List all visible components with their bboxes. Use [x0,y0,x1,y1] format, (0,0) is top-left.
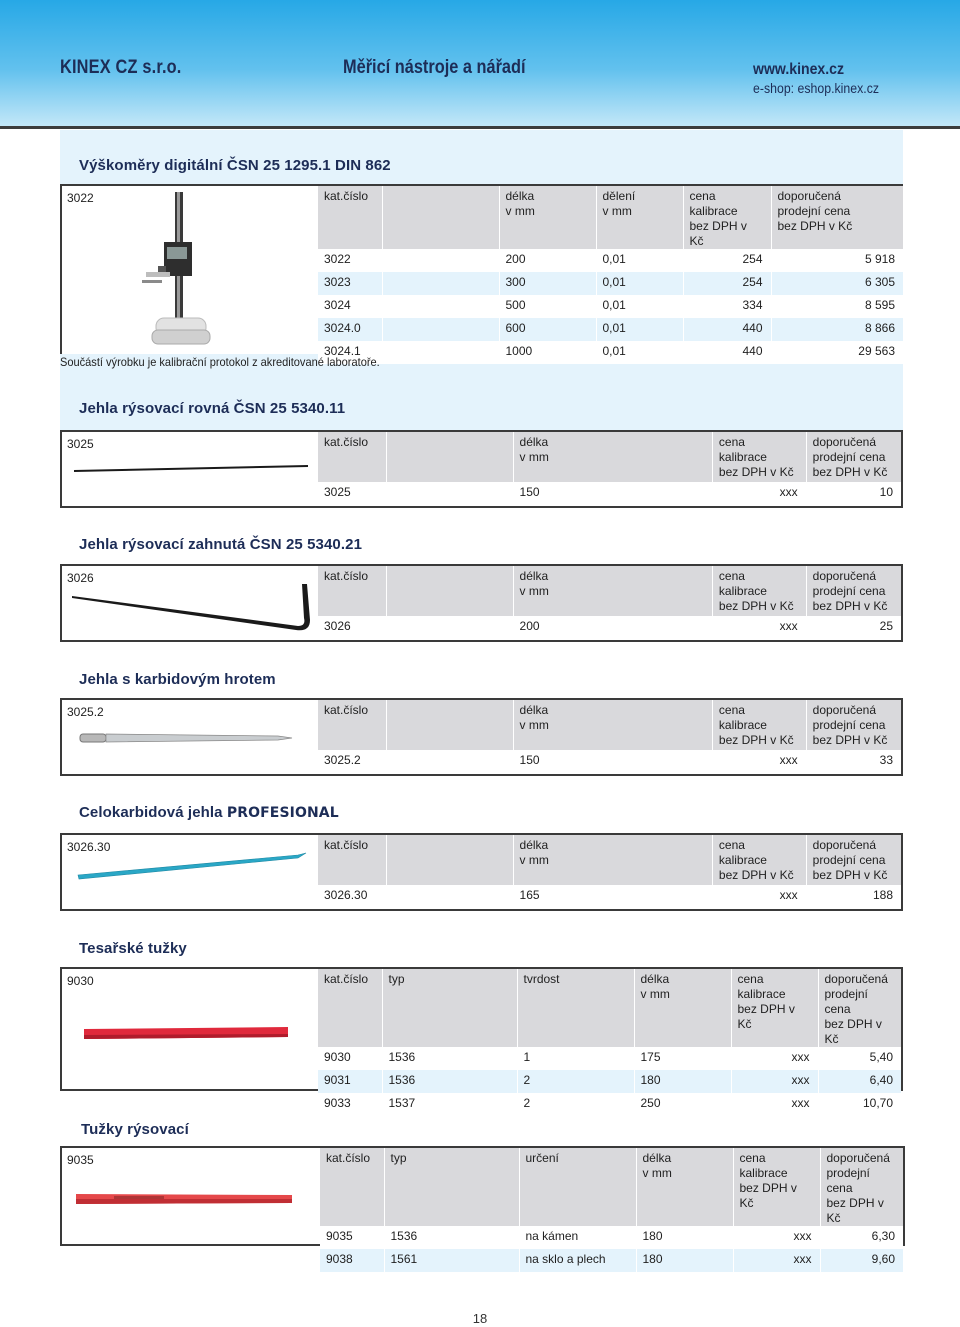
table-row: 3022 200 0,01 254 5 918 [318,249,903,272]
table-row: 9031 1536 2 180 xxx 6,40 [318,1070,901,1093]
column-header: kat.číslo [318,700,387,750]
column-header: kat.číslo [318,835,387,885]
column-header: doporučená prodejní cena bez DPH v Kč [820,1148,903,1226]
product-code: 9035 [67,1153,94,1167]
table-row: 3026.30 165 xxx 188 [318,885,901,908]
section-title-tail: PROFESIONAL [226,805,339,821]
column-header: délka v mm [499,186,596,249]
spec-table [318,432,901,505]
column-header: délka v mm [634,969,731,1047]
column-header: doporučená prodejní cena bez DPH v Kč [806,700,901,750]
table-header-row [318,186,903,249]
table-row: 3024 500 0,01 334 8 595 [318,295,903,318]
product-code: 3025 [67,437,94,451]
header-divider [0,126,960,129]
height-gauge-image [142,190,222,350]
column-header: určení [519,1148,636,1226]
table-row: 9033 1537 2 250 xxx 10,70 [318,1093,901,1116]
column-header: kat.číslo [318,566,387,616]
bent-scriber-image [70,580,310,632]
website-link[interactable]: www.kinex.cz [753,61,845,78]
product-code: 9030 [67,974,94,988]
catalog-title: Měřicí nástroje a nářadí [343,57,526,78]
table-row: 3024.0 600 0,01 440 8 866 [318,318,903,341]
full-carbide-scriber-image [76,849,308,885]
column-header: cena kalibrace bez DPH v Kč [712,566,806,616]
column-header: doporučená prodejní cena bez DPH v Kč [818,969,901,1047]
section-title-main: Celokarbidová jehla [79,804,227,821]
table-row: 3025 150 xxx 10 [318,482,901,505]
table-row: 3025.2 150 xxx 33 [318,750,901,773]
table-header-row [318,835,901,885]
column-header: cena kalibrace bez DPH v Kč [731,969,818,1047]
column-header: dělení v mm [596,186,683,249]
column-header: doporučená prodejní cena bez DPH v Kč [806,432,901,482]
carbide-tip-scriber-image [78,728,294,746]
column-header: doporučená prodejní cena bez DPH v Kč [806,835,901,885]
column-header: typ [384,1148,519,1226]
table-header-row [318,566,901,616]
column-header: kat.číslo [318,432,387,482]
product-code: 3026 [67,571,94,585]
table-row: 3024.1 1000 0,01 440 29 563 [318,341,903,364]
spec-table [318,566,901,639]
column-header: typ [382,969,517,1047]
column-header: cena kalibrace bez DPH v Kč [733,1148,820,1226]
spec-table [318,186,903,364]
column-header: kat.číslo [318,186,382,249]
column-header: doporučená prodejní cena bez DPH v Kč [771,186,903,249]
spec-table [320,1148,903,1272]
column-header: cena kalibrace bez DPH v Kč [712,835,806,885]
table-header-row [318,700,901,750]
table-row: 3023 300 0,01 254 6 305 [318,272,903,295]
calibration-note: Součástí výrobku je kalibrační protokol z akreditované laboratoře. [60,355,380,369]
section-title: Jehla s karbidovým hrotem [79,671,276,688]
column-header: kat.číslo [320,1148,384,1226]
spec-table [318,700,901,773]
column-header: délka v mm [513,835,712,885]
column-header: cena kalibrace bez DPH v Kč [683,186,771,249]
carpenter-pencil-image [82,1025,292,1041]
drafting-pencil-image [74,1192,296,1206]
section-title: Jehla rýsovací zahnutá ČSN 25 5340.21 [79,536,363,553]
section-title: Jehla rýsovací rovná ČSN 25 5340.11 [79,400,346,417]
column-header: délka v mm [513,432,712,482]
table-row: 9035 1536 na kámen 180 xxx 6,30 [320,1226,903,1249]
product-code: 3026.30 [67,840,111,854]
spec-table [318,835,901,908]
column-header: délka v mm [513,700,712,750]
table-row: 9038 1561 na sklo a plech 180 xxx 9,60 [320,1249,903,1272]
section-title: Výškoměry digitální ČSN 25 1295.1 DIN 862 [79,157,391,174]
table-row: 3026 200 xxx 25 [318,616,901,639]
column-header: tvrdost [517,969,634,1047]
spec-table [318,969,901,1116]
column-header: kat.číslo [318,969,382,1047]
product-code: 3025.2 [67,705,104,719]
company-name: KINEX CZ s.r.o. [60,57,182,78]
section-title: Tužky rýsovací [81,1121,189,1138]
table-header-row [320,1148,903,1226]
column-header: cena kalibrace bez DPH v Kč [712,432,806,482]
column-header: doporučená prodejní cena bez DPH v Kč [806,566,901,616]
section-title: Tesařské tužky [79,940,187,957]
section-title [79,804,339,821]
product-code: 3022 [67,191,94,205]
column-header: délka v mm [636,1148,733,1226]
column-header: cena kalibrace bez DPH v Kč [712,700,806,750]
straight-scriber-image [72,460,312,476]
table-header-row [318,969,901,1047]
column-header: délka v mm [513,566,712,616]
table-header-row [318,432,901,482]
eshop-link[interactable]: e-shop: eshop.kinex.cz [753,80,880,96]
table-row: 9030 1536 1 175 xxx 5,40 [318,1047,901,1070]
page-number: 18 [472,1311,488,1326]
